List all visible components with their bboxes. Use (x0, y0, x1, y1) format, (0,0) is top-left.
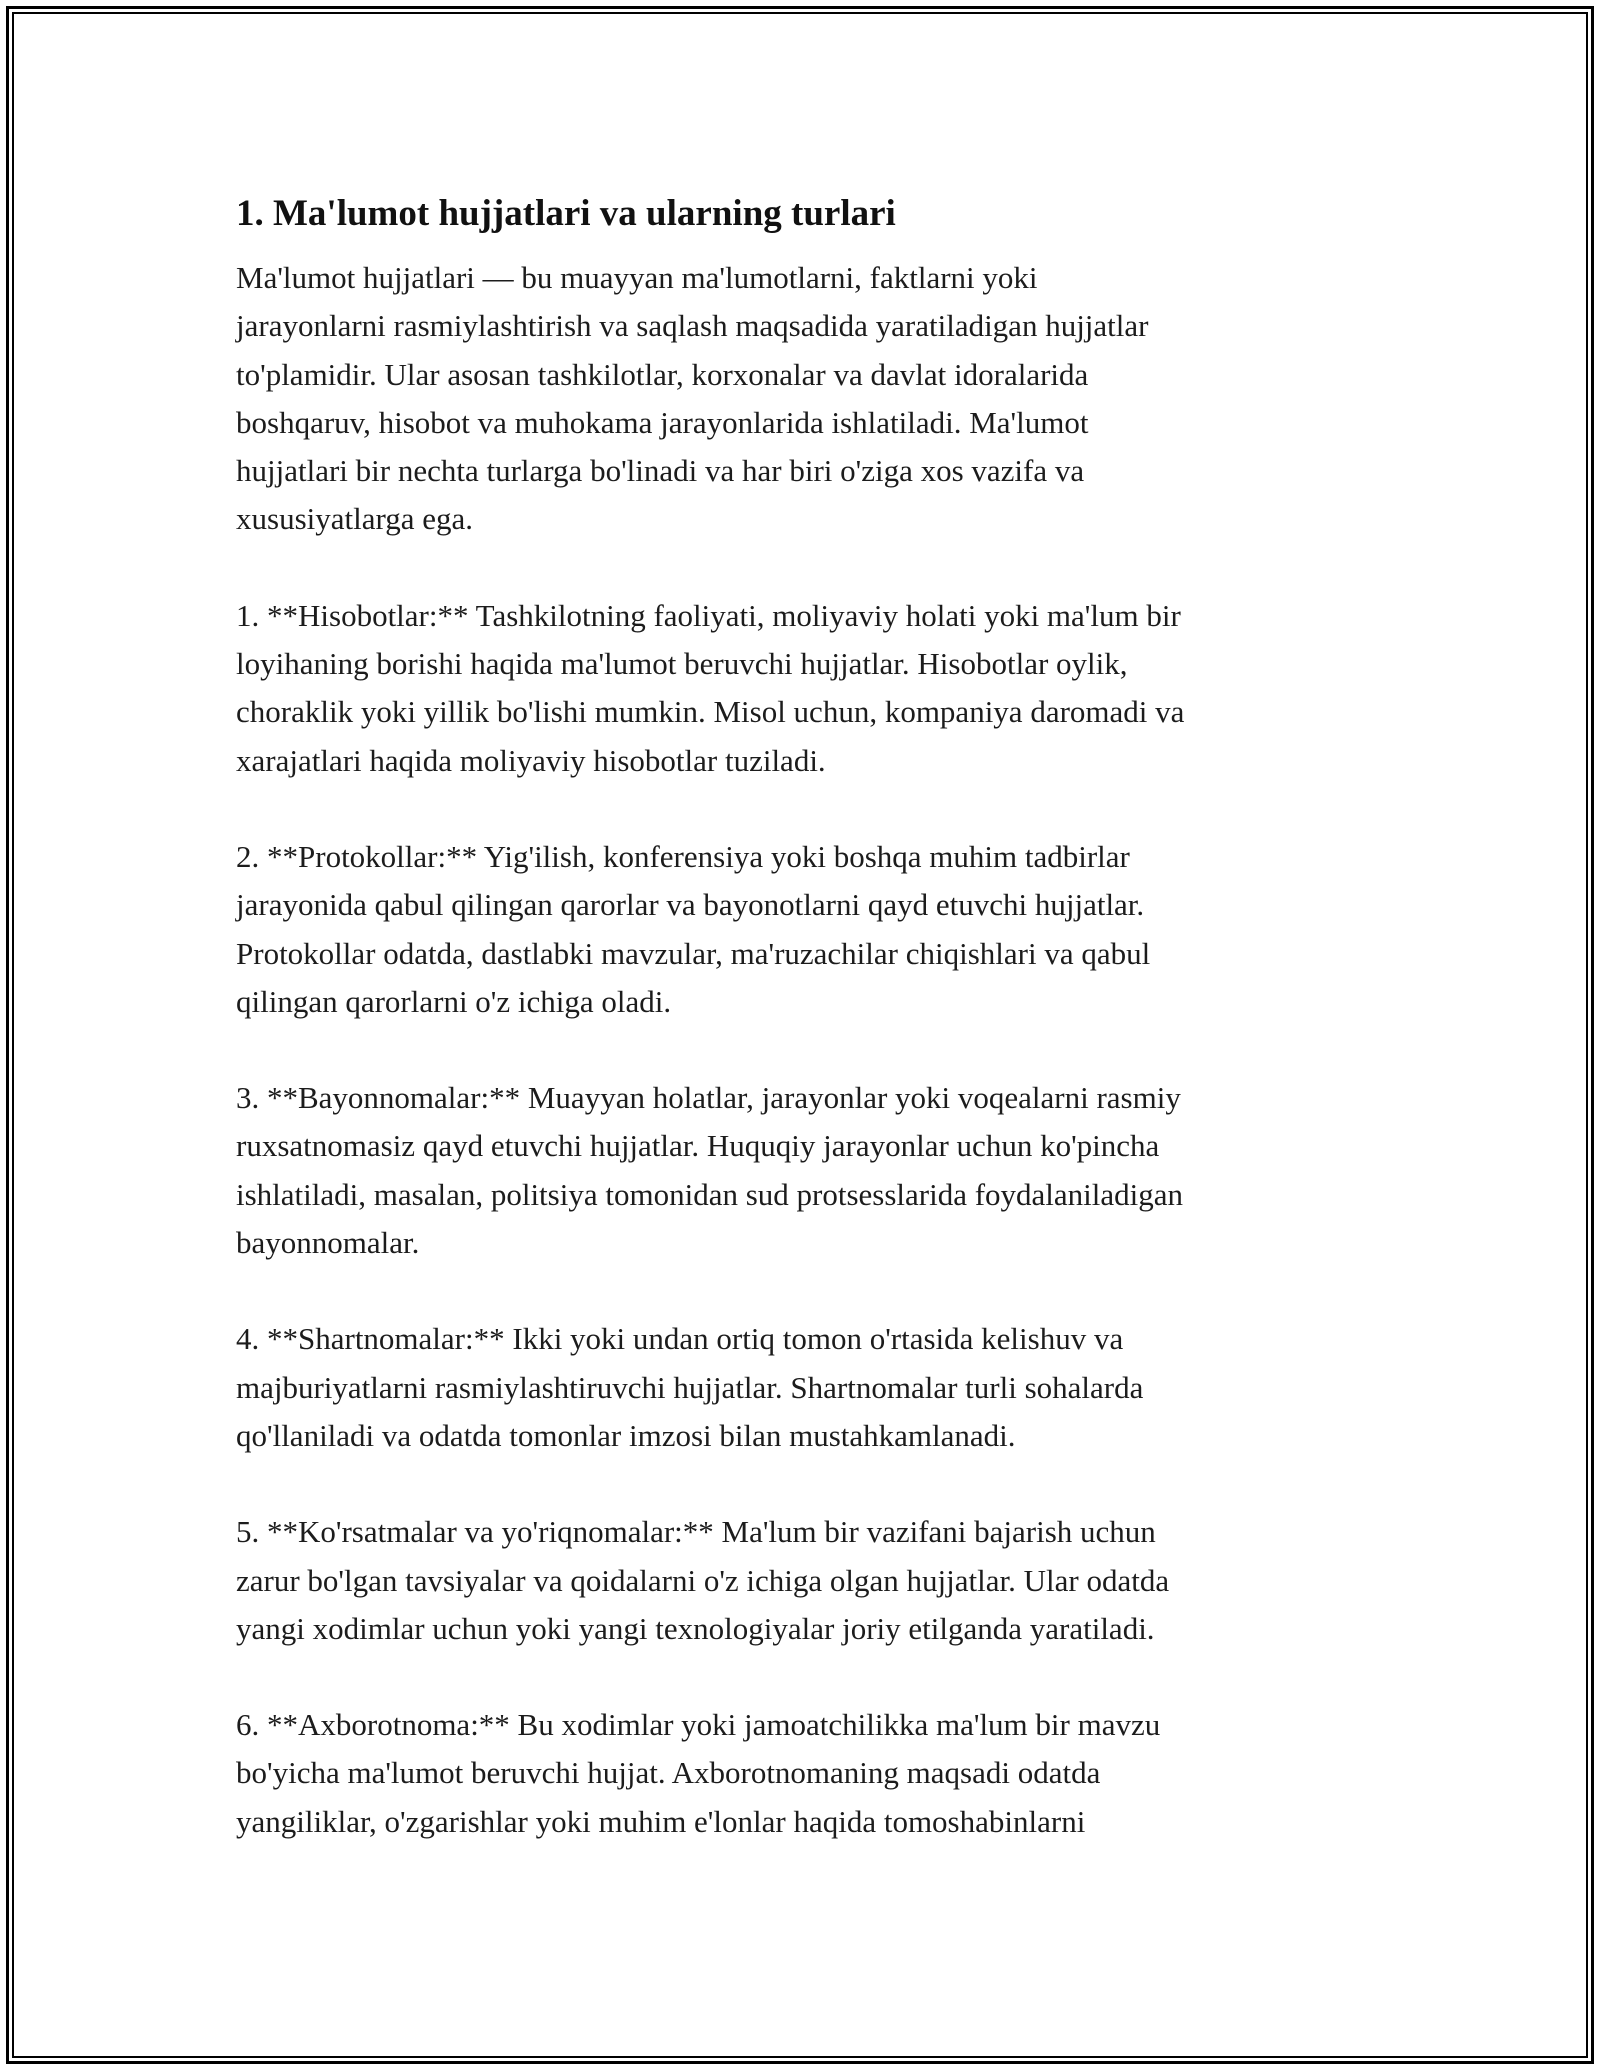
text-line: hujjatlari bir nechta turlarga bo'linadi va har biri o'ziga xos vazifa va (236, 453, 1085, 489)
list-item-hisobotlar (236, 592, 1376, 785)
text-line: bo'yicha ma'lumot beruvchi hujjat. Axborotnomaning maqsadi odatda (236, 1755, 1101, 1791)
text-line: ishlatiladi, masalan, politsiya tomonidan sud protsesslarida foydalaniladigan (236, 1176, 1184, 1212)
text-line: yangi xodimlar uchun yoki yangi texnologiyalar joriy etilganda yaratiladi. (236, 1610, 1155, 1646)
list-item-bayonnomalar (236, 1074, 1376, 1267)
text-line: boshqaruv, hisobot va muhokama jarayonlarida ishlatiladi. Ma'lumot (236, 404, 1089, 440)
list-item-shartnomalar (236, 1315, 1376, 1460)
text-line: yangiliklar, o'zgarishlar yoki muhim e'lonlar haqida tomoshabinlarni (236, 1803, 1086, 1839)
text-line: to'plamidir. Ular asosan tashkilotlar, korxonalar va davlat idoralarida (236, 356, 1089, 392)
text-line: choraklik yoki yillik bo'lishi mumkin. Misol uchun, kompaniya daromadi va (236, 694, 1185, 730)
text-line: loyihaning borishi haqida ma'lumot beruvchi hujjatlar. Hisobotlar oylik, (236, 646, 1128, 682)
text-line: xarajatlari haqida moliyaviy hisobotlar tuziladi. (236, 742, 826, 778)
intro-paragraph (236, 254, 1376, 544)
text-line: Ma'lumot hujjatlari — bu muayyan ma'lumotlarni, faktlarni yoki (236, 260, 1038, 295)
text-line: xususiyatlarga ega. (236, 501, 474, 537)
text-line: bayonnomalar. (236, 1225, 420, 1261)
text-line: Protokollar odatda, dastlabki mavzular, ma'ruzachilar chiqishlari va qabul (236, 935, 1151, 971)
text-line: 4. **Shartnomalar:** Ikki yoki undan ortiq tomon o'rtasida kelishuv va (236, 1321, 1124, 1357)
text-line: qilingan qarorlarni o'z ichiga oladi. (236, 983, 672, 1019)
text-line: ruxsatnomasiz qayd etuvchi hujjatlar. Huquqiy jarayonlar uchun ko'pincha (236, 1128, 1160, 1164)
text-line: zarur bo'lgan tavsiyalar va qoidalarni o'z ichiga olgan hujjatlar. Ular odatda (236, 1562, 1170, 1598)
text-line: 3. **Bayonnomalar:** Muayyan holatlar, jarayonlar yoki voqealarni rasmiy (236, 1080, 1181, 1116)
document-body (236, 188, 1376, 1846)
list-item-protokollar (236, 833, 1376, 1026)
text-line: qo'llaniladi va odatda tomonlar imzosi bilan mustahkamlanadi. (236, 1417, 1016, 1453)
text-line: 5. **Ko'rsatmalar va yo'riqnomalar:** Ma'lum bir vazifani bajarish uchun (236, 1514, 1156, 1550)
list-item-axborotnoma (236, 1701, 1376, 1846)
section-heading: 1. Ma'lumot hujjatlari va ularning turlari (236, 193, 896, 234)
list-item-korsatmalar (236, 1508, 1376, 1653)
text-line: majburiyatlarni rasmiylashtiruvchi hujjatlar. Shartnomalar turli sohalarda (236, 1369, 1144, 1405)
text-line: 2. **Protokollar:** Yig'ilish, konferensiya yoki boshqa muhim tadbirlar (236, 838, 1130, 874)
text-line: 6. **Axborotnoma:** Bu xodimlar yoki jamoatchilikka ma'lum bir mavzu (236, 1707, 1161, 1743)
text-line: jarayonlarni rasmiylashtirish va saqlash maqsadida yaratiladigan hujjatlar (236, 308, 1149, 344)
text-line: 1. **Hisobotlar:** Tashkilotning faoliyati, moliyaviy holati yoki ma'lum bir (236, 597, 1181, 633)
text-line: jarayonida qabul qilingan qarorlar va bayonotlarni qayd etuvchi hujjatlar. (236, 887, 1145, 923)
